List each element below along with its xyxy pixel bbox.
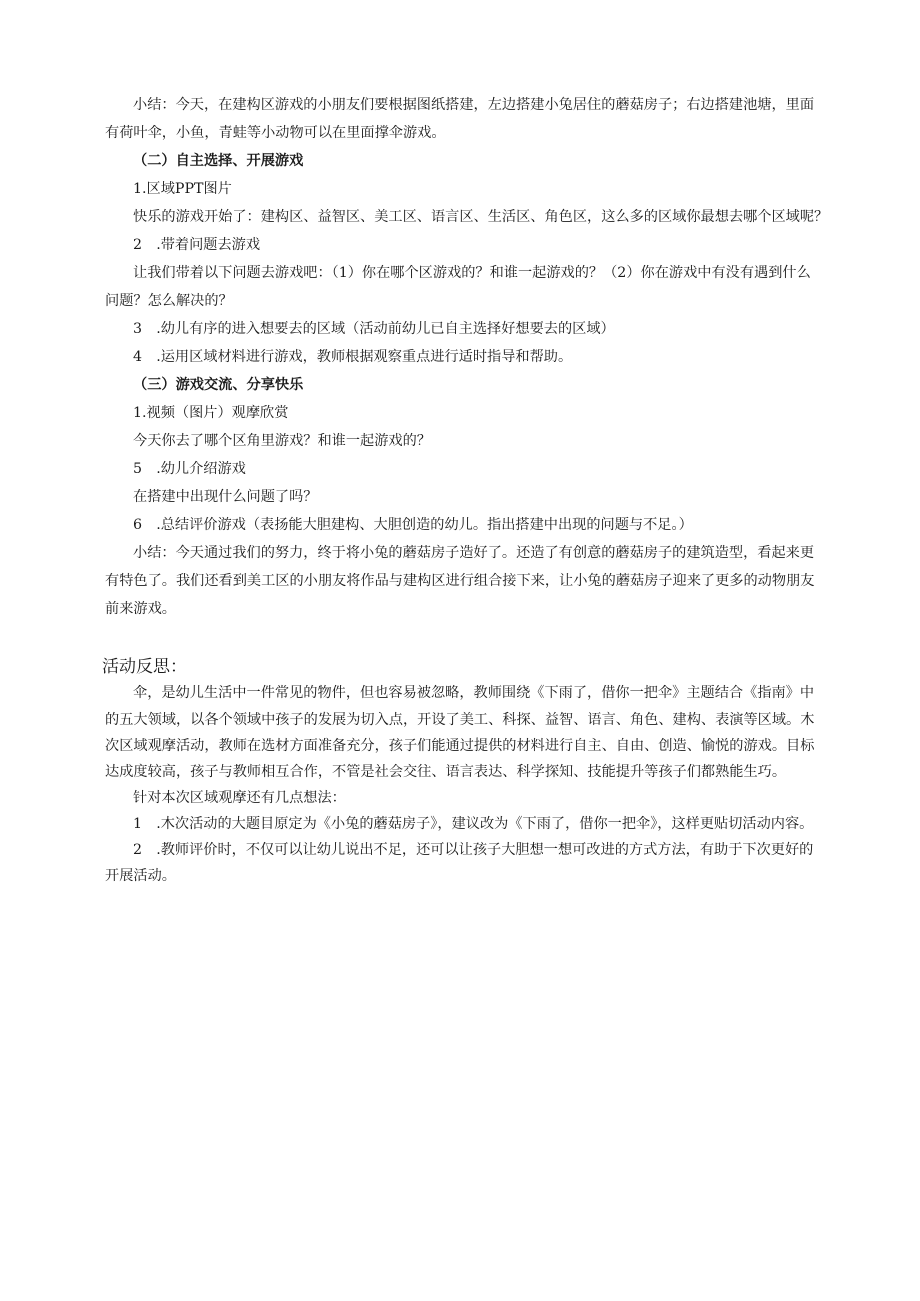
part3-title: （三）游戏交流、分享快乐 bbox=[133, 377, 304, 393]
reflection-lead: 针对本次区域观摩还有几点想法： bbox=[133, 790, 346, 806]
summary2-line2: 有特色了。我们还看到美工区的小朋友将作品与建构区进行组合接下来，让小兔的蘑菇房子迎来了更多的动物朋友 bbox=[105, 573, 815, 589]
summary2-line3: 前来游戏。 bbox=[105, 601, 176, 617]
question-problems: 在搭建中出现什么问题了吗？ bbox=[133, 489, 318, 505]
item-evaluate: 6 .总结评价游戏（表扬能大胆建构、大胆创造的幼儿。指出搭建中出现的问题与不足。） bbox=[133, 517, 693, 533]
question-which-area: 今天你去了哪个区角里游戏？和谁一起游戏的？ bbox=[133, 433, 431, 449]
intro-text: 快乐的游戏开始了：建构区、益智区、美工区、语言区、生活区、角色区，这么多的区域你最想去哪个区域呢？ bbox=[133, 209, 829, 225]
reflection-title: 活动反思： bbox=[102, 657, 187, 677]
reflection-line4: 达成度较高，孩子与教师相互合作，不管是社会交往、语言表达、科学探知、技能提升等孩子们都熟能生巧。 bbox=[105, 764, 787, 780]
reflection-line2: 的五大领域，以各个领域中孩子的发展为切入点，开设了美工、科探、益智、语言、角色、建构、表演等区域。木 bbox=[105, 712, 815, 728]
reflection-line3: 次区域观摩活动，教师在选材方面准备充分，孩子们能通过提供的材料进行自主、自由、创造、愉悦的游戏。目标 bbox=[105, 738, 815, 754]
questions-line2: 问题？怎么解决的？ bbox=[105, 293, 233, 309]
item-use-materials: 4 .运用区域材料进行游戏，教师根据观察重点进行适时指导和帮助。 bbox=[133, 349, 573, 365]
questions-line1: 让我们带着以下问题去游戏吧：（1）你在哪个区游戏的？和谁一起游戏的？（2）你在游戏中有没有遇到什么 bbox=[133, 265, 811, 281]
item-enter-area: 3 .幼儿有序的进入想要去的区域（活动前幼儿已自主选择好想要去的区域） bbox=[133, 321, 615, 337]
part2-title: （二）自主选择、开展游戏 bbox=[133, 153, 304, 169]
summary2-line1: 小结：今天通过我们的努力，终于将小兔的蘑菇房子造好了。还造了有创意的蘑菇房子的建筑造型，看起来更 bbox=[133, 545, 815, 561]
summary1-line2: 有荷叶伞，小鱼，青蛙等小动物可以在里面撑伞游戏。 bbox=[105, 125, 446, 141]
item-video: 1.视频（图片）观摩欣赏 bbox=[133, 405, 289, 421]
summary1-line1: 小结：今天，在建构区游戏的小朋友们要根据图纸搭建，左边搭建小兔居住的蘑菇房子；右边搭建池塘，里面 bbox=[133, 97, 815, 113]
item-introduce: 5 .幼儿介绍游戏 bbox=[133, 461, 246, 477]
reflection-point2-line2: 开展活动。 bbox=[105, 868, 176, 884]
reflection-line1: 伞，是幼儿生活中一件常见的物件，但也容易被忽略，教师围绕《下雨了，借你一把伞》主题结合《指南》中 bbox=[133, 685, 815, 701]
reflection-point2-line1: 2 .教师评价时，不仅可以让幼儿说出不足，还可以让孩子大胆想一想可改进的方式方法，有助于下次更好的 bbox=[133, 842, 814, 858]
reflection-point1: 1 .木次活动的大题目原定为《小兔的蘑菇房子》，建议改为《下雨了，借你一把伞》，这样更贴切活动内容。 bbox=[133, 816, 814, 832]
item-questions: 2 .带着问题去游戏 bbox=[133, 237, 261, 253]
item-area-ppt: 1.区域PPT图片 bbox=[133, 181, 232, 197]
